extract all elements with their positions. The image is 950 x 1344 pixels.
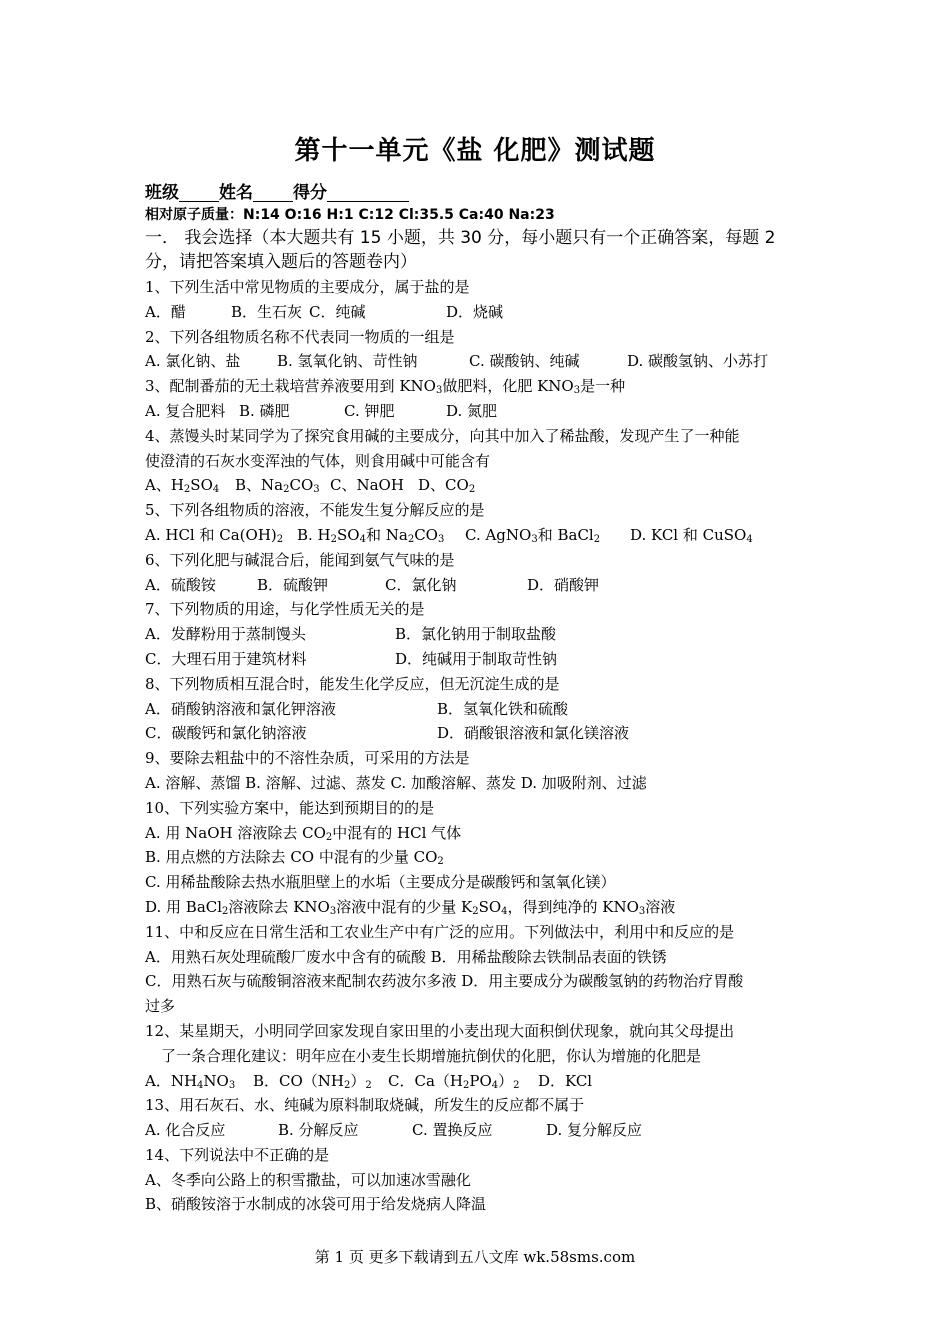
- q6-stem: 6、下列化肥与碱混合后，能闻到氨气气味的是: [145, 550, 455, 569]
- q2-options: [145, 349, 825, 374]
- q6-option-b: B．硫酸钾: [257, 575, 329, 594]
- q13-option-a: A. 化合反应: [145, 1121, 226, 1140]
- q3-option-b: B. 磷肥: [239, 401, 290, 420]
- q1-option-c: C．纯碱: [309, 302, 366, 321]
- q8-options-row1: [145, 697, 825, 722]
- name-label: 姓名: [219, 183, 253, 203]
- q14-option-b: B、硝酸铵溶于水制成的冰袋可用于给发烧病人降温: [145, 1195, 487, 1214]
- section-one-heading: 一． 我会选择（本大题共有 15 小题，共 30 分，每小题只有一个正确答案，每题 2 分，请把答案填入题后的答题卷内）: [145, 228, 776, 272]
- q1-option-a: A．醋: [145, 302, 186, 321]
- q11-options-row2: C．用熟石灰与硫酸铜溶液来配制农药波尔多液 D．用主要成分为碳酸氢钠的药物治疗胃酸: [145, 972, 744, 991]
- q8-option-d: D．硝酸银溶液和氯化镁溶液: [437, 724, 630, 743]
- q5-option-b: B. $H_2SO_4$和 $Na_2CO_3$: [297, 525, 445, 545]
- q4-option-c: C、NaOH: [330, 476, 404, 495]
- q13-option-d: D. 复分解反应: [546, 1121, 643, 1140]
- q10-option-c: C. 用稀盐酸除去热水瓶胆壁上的水垢（主要成分是碳酸钙和氢氧化镁）: [145, 873, 616, 892]
- q10-option-a: A. 用 NaOH 溶液除去 $CO_2$中混有的 HCl 气体: [145, 823, 462, 843]
- score-label: 得分: [293, 183, 327, 203]
- q3-stem: 3、配制番茄的无土栽培营养液要用到 $KNO_3$做肥料，化肥 $KNO_3$是一种: [145, 377, 626, 397]
- q2-option-d: D. 碳酸氢钠、小苏打: [627, 352, 769, 371]
- q7-stem: 7、下列物质的用途，与化学性质无关的是: [145, 600, 425, 619]
- q1-option-d: D．烧碱: [446, 302, 504, 321]
- q11-options-row3: 过多: [145, 997, 176, 1016]
- q12-option-a: A．$NH_4NO_3$: [145, 1071, 236, 1091]
- class-blank: [179, 183, 219, 202]
- q7-option-b: B．氯化钠用于制取盐酸: [395, 625, 557, 644]
- q10-option-d: D. 用 BaCl$_2$溶液除去 $KNO_3$溶液中混有的少量 $K_2SO_4$，得到纯净的 $KNO_3$溶液: [145, 897, 676, 917]
- q12-option-c: C．$Ca(H_2PO_4)_2$: [388, 1071, 520, 1091]
- q8-stem: 8、下列物质相互混合时，能发生化学反应，但无沉淀生成的是: [145, 674, 560, 693]
- q7-option-a: A．发酵粉用于蒸制馒头: [145, 625, 306, 644]
- q5-options: [145, 523, 825, 548]
- q9-stem: 9、要除去粗盐中的不溶性杂质，可采用的方法是: [145, 749, 470, 768]
- q12-options: [145, 1069, 825, 1094]
- q5-stem: 5、下列各组物质的溶液，不能发生复分解反应的是: [145, 501, 485, 520]
- q10-stem: 10、下列实验方案中，能达到预期目的的是: [145, 798, 435, 817]
- q12-stem-line2: 了一条合理化建议：明年应在小麦生长期增施抗倒伏的化肥，你认为增施的化肥是: [161, 1046, 702, 1065]
- q2-option-b: B. 氢氧化钠、苛性钠: [277, 352, 418, 371]
- q5-option-c: C. AgNO$_3$和 BaCl$_2$: [465, 525, 601, 545]
- q12-option-d: D．KCl: [538, 1071, 593, 1090]
- q13-option-c: C. 置换反应: [412, 1121, 493, 1140]
- q7-options-row1: [145, 622, 825, 647]
- q3-option-a: A. 复合肥料: [145, 401, 226, 420]
- q4-stem-line1: 4、蒸馒头时某同学为了探究食用碱的主要成分，向其中加入了稀盐酸，发现产生了一种能: [145, 426, 740, 445]
- atomic-mass-line: 相对原子质量：N:14 O:16 H:1 C:12 Cl:35.5 Ca:40 Na:23: [145, 207, 555, 223]
- q12-stem-line1: 12、某星期天，小明同学回家发现自家田里的小麦出现大面积倒伏现象，就向其父母提出: [145, 1021, 735, 1040]
- score-blank: [327, 183, 409, 202]
- q3-options: [145, 399, 825, 424]
- q3-option-d: D. 氮肥: [446, 401, 498, 420]
- q9-options: A. 溶解、蒸馏 B. 溶解、过滤、蒸发 C. 加酸溶解、蒸发 D. 加吸附剂、过滤: [145, 773, 647, 792]
- name-blank: [253, 183, 293, 202]
- q8-option-c: C．碳酸钙和氯化钠溶液: [145, 724, 307, 743]
- q3-option-c: C. 钾肥: [344, 401, 395, 420]
- page-title: 第十一单元《盐 化肥》测试题: [294, 136, 656, 166]
- q5-option-a: A. HCl 和 $Ca(OH)_2$: [145, 525, 284, 545]
- q6-option-a: A．硫酸铵: [145, 575, 216, 594]
- q2-stem: 2、下列各组物质名称不代表同一物质的一组是: [145, 327, 455, 346]
- q4-option-d: D、$CO_2$: [418, 476, 476, 496]
- q10-option-b: B. 用点燃的方法除去 CO 中混有的少量 $CO_2$: [145, 848, 444, 868]
- q7-option-d: D．纯碱用于制取苛性钠: [395, 649, 558, 668]
- class-label: 班级: [145, 183, 179, 203]
- page-footer: 第 1 页 更多下载请到五八文库 wk.58sms.com: [314, 1248, 636, 1266]
- q4-stem-line2: 使澄清的石灰水变浑浊的气体，则食用碱中可能含有: [145, 451, 491, 470]
- q13-stem: 13、用石灰石、水、纯碱为原料制取烧碱，所发生的反应都不属于: [145, 1096, 585, 1115]
- student-info-line: [145, 178, 409, 203]
- q11-options-row1: A．用熟石灰处理硫酸厂废水中含有的硫酸 B．用稀盐酸除去铁制品表面的铁锈: [145, 947, 667, 966]
- q5-option-d: D. KCl 和 CuSO$_4$: [630, 525, 753, 545]
- q1-option-b: B．生石灰: [231, 302, 303, 321]
- q8-option-b: B．氢氧化铁和硫酸: [437, 699, 569, 718]
- q12-option-b: B．$CO(NH_2)_2$: [253, 1071, 372, 1091]
- q8-option-a: A．硝酸钠溶液和氯化钾溶液: [145, 699, 336, 718]
- q6-option-c: C．氯化钠: [385, 575, 457, 594]
- q6-options: [145, 573, 825, 598]
- q11-stem: 11、中和反应在日常生活和工农业生产中有广泛的应用。下列做法中，利用中和反应的是: [145, 922, 735, 941]
- question-list: [145, 275, 825, 1217]
- q7-options-row2: [145, 647, 825, 672]
- q13-option-b: B. 分解反应: [278, 1121, 359, 1140]
- q14-stem: 14、下列说法中不正确的是: [145, 1145, 330, 1164]
- q4-options: [145, 473, 825, 498]
- q2-option-c: C. 碳酸钠、纯碱: [469, 352, 580, 371]
- q14-option-a: A、冬季向公路上的积雪撒盐，可以加速冰雪融化: [145, 1170, 471, 1189]
- q8-options-row2: [145, 721, 825, 746]
- q2-option-a: A. 氯化钠、盐: [145, 352, 241, 371]
- q7-option-c: C．大理石用于建筑材料: [145, 649, 307, 668]
- q1-stem: 1、下列生活中常见物质的主要成分，属于盐的是: [145, 278, 470, 296]
- q13-options: [145, 1118, 825, 1143]
- q4-option-a: A、$H_2SO_4$: [145, 476, 220, 496]
- q1-options: [145, 300, 825, 325]
- q6-option-d: D．硝酸钾: [527, 575, 600, 594]
- q4-option-b: B、$Na_2CO_3$: [235, 476, 320, 496]
